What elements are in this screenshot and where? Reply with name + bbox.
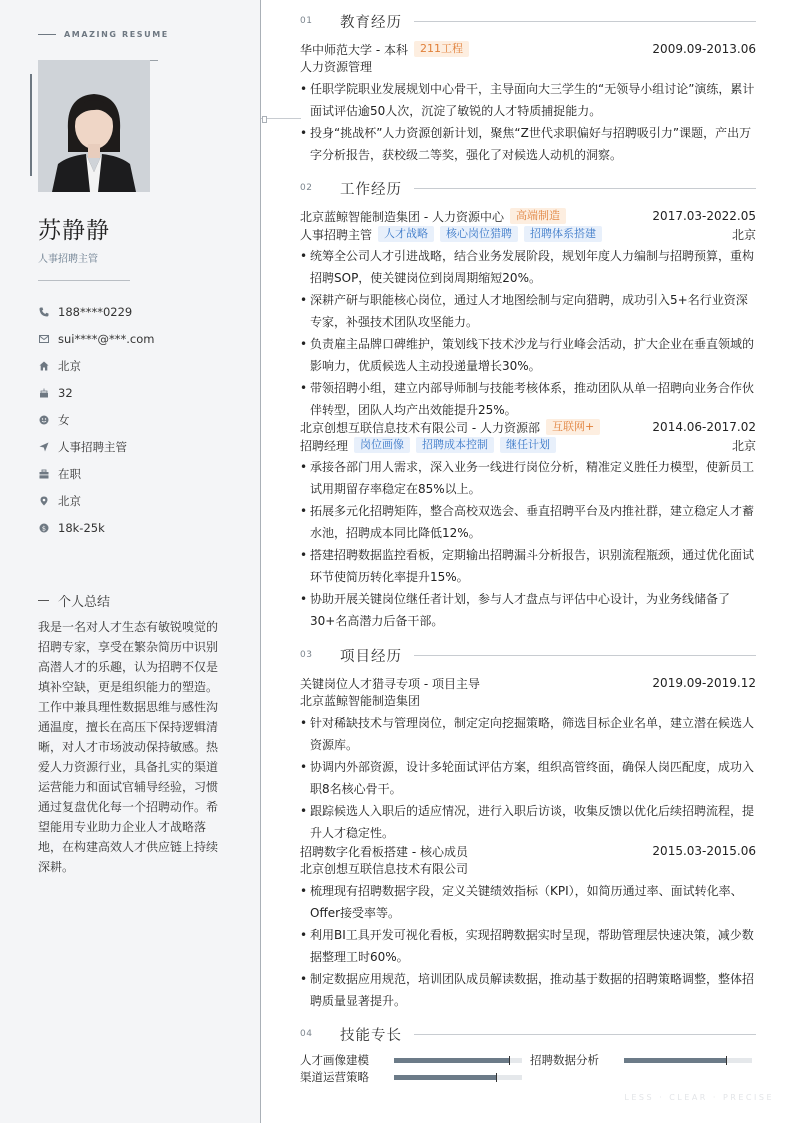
skill-bar xyxy=(624,1058,752,1063)
school-name: 华中师范大学 - 本科 xyxy=(300,42,408,57)
industry-tag: 高端制造 xyxy=(510,208,566,224)
work-date: 2014.06-2017.02 xyxy=(652,420,756,434)
list-item: • 跟踪候选人入职后的适应情况，进行入职后访谈，收集反馈以优化后续招聘流程，提升人才稳定性。 xyxy=(300,800,756,844)
candidate-role: 人事招聘主管 xyxy=(38,254,98,265)
section-line xyxy=(414,655,756,656)
school-tag: 211工程 xyxy=(414,41,469,57)
section-line xyxy=(414,21,756,22)
education-entry xyxy=(300,40,756,166)
project-bullets xyxy=(300,712,756,844)
home-icon xyxy=(38,360,49,371)
contact-text: 女 xyxy=(58,412,70,427)
education-bullets xyxy=(300,78,756,166)
skill-tag: 招聘体系搭建 xyxy=(524,226,602,242)
portrait-icon xyxy=(38,60,150,192)
list-item: • 协助开展关键岗位继任者计划，参与人才盘点与评估中心设计，为业务线储备了30+名高潜力后备干部。 xyxy=(300,588,756,632)
contact-location xyxy=(38,487,154,514)
project-org: 北京创想互联信息技术有限公司 xyxy=(300,862,469,876)
position-title: 人事招聘主管 xyxy=(300,227,373,242)
company-name: 北京创想互联信息技术有限公司 - 人力资源部 xyxy=(300,420,540,435)
section-title: 技能专长 xyxy=(340,1027,402,1044)
photo-accent-line xyxy=(30,74,32,176)
section-number: 04 xyxy=(300,1029,313,1039)
skill-bar xyxy=(394,1058,522,1063)
contact-text: 北京 xyxy=(58,493,81,508)
contact-phone xyxy=(38,298,154,325)
project-entry xyxy=(300,674,756,844)
industry-tag: 互联网+ xyxy=(546,419,600,435)
project-entry xyxy=(300,842,756,1012)
section-line xyxy=(414,188,756,189)
status-icon xyxy=(38,468,49,479)
project-date: 2019.09-2019.12 xyxy=(652,676,756,690)
skill-marker xyxy=(496,1073,497,1082)
skill-tag: 继任计划 xyxy=(500,437,556,453)
skill-name: 招聘数据分析 xyxy=(530,1053,599,1067)
section-education-header xyxy=(300,11,756,31)
contact-text: 18k-25k xyxy=(58,520,105,535)
location-icon xyxy=(38,495,49,506)
education-header-row xyxy=(300,40,756,58)
summary-dash xyxy=(38,600,49,601)
section-title: 工作经历 xyxy=(340,181,402,198)
position-row xyxy=(300,436,756,454)
contact-text: 人事招聘主管 xyxy=(58,439,127,454)
list-item: • 拓展多元化招聘矩阵，整合高校双选会、垂直招聘平台及内推社群，建立稳定人才蓄水池，招聘成本同比降低12%。 xyxy=(300,500,756,544)
list-item: • 带领招聘小组，建立内部导师制与技能考核体系，推动团队从单一招聘向业务合作伙伴转型，团队人均产出效能提升25%。 xyxy=(300,377,756,421)
project-header-row xyxy=(300,674,756,692)
list-item: • 针对稀缺技术与管理岗位，制定定向挖掘策略，筛选目标企业名单，建立潜在候选人资源库。 xyxy=(300,712,756,756)
list-item: • 搭建招聘数据监控看板，定期输出招聘漏斗分析报告，识别流程瓶颈，通过优化面试环节使简历转化率提升15%。 xyxy=(300,544,756,588)
work-header-row xyxy=(300,207,756,225)
section-title: 项目经历 xyxy=(340,648,402,665)
contact-status xyxy=(38,460,154,487)
candidate-name: 苏静静 xyxy=(38,218,110,244)
sidebar xyxy=(0,0,261,1123)
gender-icon xyxy=(38,414,49,425)
project-name: 关键岗位人才猎寻专项 - 项目主导 xyxy=(300,676,480,691)
skill-item xyxy=(530,1052,599,1068)
footer-tagline: LESS · CLEAR · PRECISE xyxy=(624,1093,774,1102)
skill-fill xyxy=(624,1058,726,1063)
contact-text: sui****@***.com xyxy=(58,331,155,346)
section-work-header xyxy=(300,178,756,198)
salary-icon xyxy=(38,522,49,533)
svg-text:$: $ xyxy=(41,523,46,532)
project-bullets xyxy=(300,880,756,1012)
contact-text: 188****0229 xyxy=(58,304,133,319)
connector-line xyxy=(261,118,301,119)
brand xyxy=(38,30,169,39)
work-bullets xyxy=(300,245,756,421)
contact-text: 北京 xyxy=(58,358,81,373)
summary-title: 个人总结 xyxy=(58,595,111,610)
list-item: • 承接各部门用人需求，深入业务一线进行岗位分析，精准定义胜任力模型，使新员工试用期留存率稳定在85%以上。 xyxy=(300,456,756,500)
target-position-icon xyxy=(38,441,49,452)
brand-line xyxy=(38,34,56,35)
section-number: 02 xyxy=(300,183,313,193)
section-number: 01 xyxy=(300,16,313,26)
list-item: • 梳理现有招聘数据字段，定义关键绩效指标（KPI），如简历通过率、面试转化率、Offer接受率等。 xyxy=(300,880,756,924)
skill-fill xyxy=(394,1075,496,1080)
work-city: 北京 xyxy=(731,227,756,242)
work-city: 北京 xyxy=(731,438,756,453)
section-number: 03 xyxy=(300,650,313,660)
position-row xyxy=(300,225,756,243)
education-date: 2009.09-2013.06 xyxy=(652,42,756,56)
profile-photo xyxy=(38,60,150,192)
list-item: • 协调内外部资源，设计多轮面试评估方案，组织高管终面，确保人岗匹配度，成功入职8名核心骨干。 xyxy=(300,756,756,800)
contact-age xyxy=(38,379,154,406)
connector-dot xyxy=(262,116,267,123)
list-item: • 统筹全公司人才引进战略，结合业务发展阶段，规划年度人力编制与招聘预算，重构招聘SOP，使关键岗位到岗周期缩短20%。 xyxy=(300,245,756,289)
contact-gender xyxy=(38,406,154,433)
section-line xyxy=(414,1034,756,1035)
list-item: • 任职学院职业发展规划中心骨干，主导面向大三学生的“无领导小组讨论”演练，累计面试评估逾50人次，沉淀了敏锐的人才特质捕捉能力。 xyxy=(300,78,756,122)
contact-list xyxy=(38,298,154,541)
list-item: • 负责雇主品牌口碑维护，策划线下技术沙龙与行业峰会活动，扩大企业在垂直领域的影响力，优质候选人主动投递量增长30%。 xyxy=(300,333,756,377)
contact-text: 在职 xyxy=(58,466,81,481)
skill-name: 人才画像建模 xyxy=(300,1053,369,1067)
skill-tag: 核心岗位猎聘 xyxy=(440,226,518,242)
skill-tag: 招聘成本控制 xyxy=(416,437,494,453)
list-item: • 投身“挑战杯”人力资源创新计划，聚焦“Z世代求职偏好与招聘吸引力”课题，产出万字分析报告，获校级二等奖，强化了对候选人动机的洞察。 xyxy=(300,122,756,166)
list-item: • 利用BI工具开发可视化看板，实现招聘数据实时呈现，帮助管理层快速决策，减少数据整理工时60%。 xyxy=(300,924,756,968)
section-projects-header xyxy=(300,645,756,665)
company-name: 北京蓝鲸智能制造集团 - 人力资源中心 xyxy=(300,209,504,224)
position-title: 招聘经理 xyxy=(300,438,349,453)
section-title: 教育经历 xyxy=(340,14,402,31)
age-icon xyxy=(38,387,49,398)
brand-text: AMAZING RESUME xyxy=(64,30,169,39)
contact-text: 32 xyxy=(58,385,73,400)
project-header-row xyxy=(300,842,756,860)
skill-item xyxy=(300,1052,369,1068)
email-icon xyxy=(38,333,49,344)
summary-text: 我是一名对人才生态有敏锐嗅觉的招聘专家，享受在繁杂简历中识别高潜人才的乐趣，认为招聘不仅是填补空缺，更是组织能力的塑造。工作中兼具理性数据思维与感性沟通温度，擅长在高压下保持逻辑清晰，对人才市场波动保持敏感。热爱人力资源行业，具备扎实的渠道运营能力和面试官辅导经验，习惯通过复盘优化每一个招聘动作。希望能用专业助力企业人才战略落地，在构建高效人才供应链上持续深耕。 xyxy=(38,620,219,874)
skill-tag: 岗位画像 xyxy=(354,437,410,453)
work-entry xyxy=(300,207,756,421)
project-org: 北京蓝鲸智能制造集团 xyxy=(300,694,421,708)
skill-item xyxy=(300,1069,369,1085)
divider xyxy=(38,280,130,281)
work-bullets xyxy=(300,456,756,632)
contact-position xyxy=(38,433,154,460)
project-name: 招聘数字化看板搭建 - 核心成员 xyxy=(300,844,468,859)
contact-email xyxy=(38,325,154,352)
contact-salary xyxy=(38,514,154,541)
skill-marker xyxy=(726,1056,727,1065)
skill-tag: 人才战略 xyxy=(378,226,434,242)
list-item: • 制定数据应用规范，培训团队成员解读数据，推动基于数据的招聘策略调整，整体招聘质量显著提升。 xyxy=(300,968,756,1012)
contact-home xyxy=(38,352,154,379)
list-item: • 深耕产研与职能核心岗位，通过人才地图绘制与定向猎聘，成功引入5+名行业资深专家，补强技术团队攻坚能力。 xyxy=(300,289,756,333)
section-skills-header xyxy=(300,1024,756,1044)
work-date: 2017.03-2022.05 xyxy=(652,209,756,223)
work-header-row xyxy=(300,418,756,436)
skill-bar xyxy=(394,1075,522,1080)
photo-top-line xyxy=(150,60,158,61)
project-date: 2015.03-2015.06 xyxy=(652,844,756,858)
work-entry xyxy=(300,418,756,632)
phone-icon xyxy=(38,306,49,317)
skill-marker xyxy=(509,1056,510,1065)
skill-name: 渠道运营策略 xyxy=(300,1070,369,1084)
summary-heading xyxy=(38,591,110,610)
skill-fill xyxy=(394,1058,509,1063)
major: 人力资源管理 xyxy=(300,60,373,74)
